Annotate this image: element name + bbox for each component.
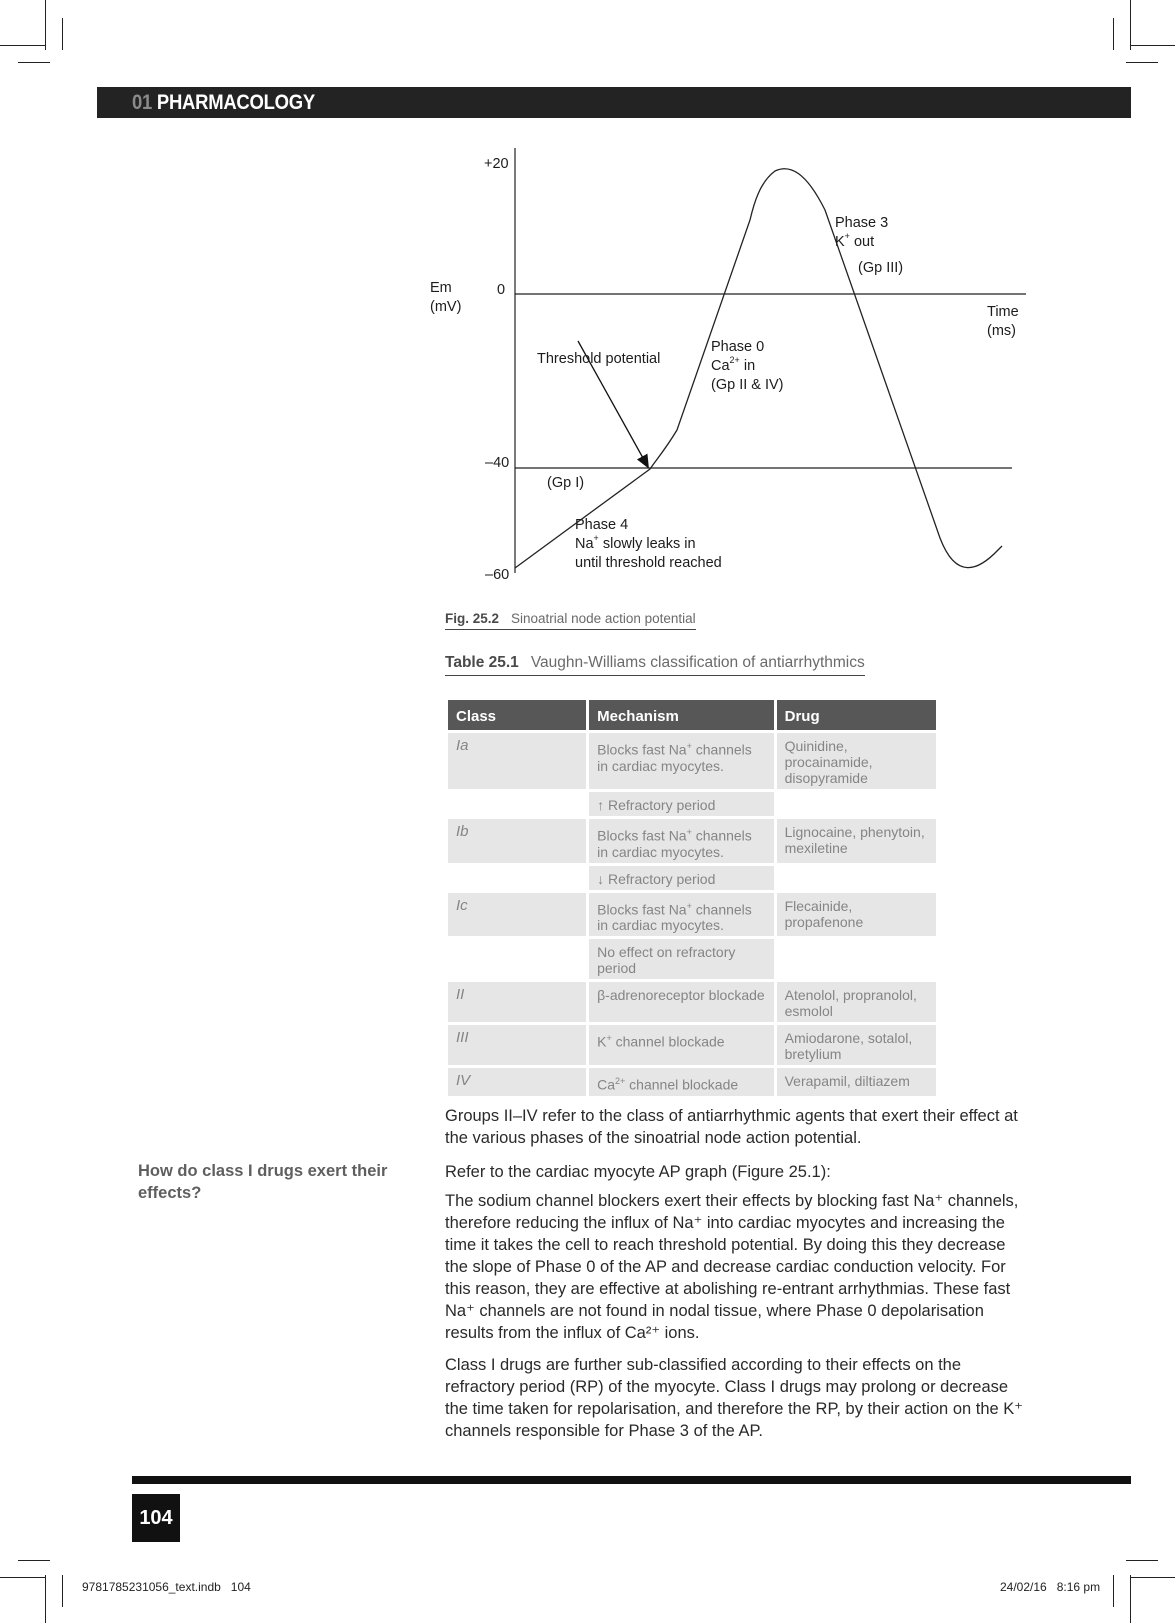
paragraph-sodium-blockers: The sodium channel blockers exert their effects by blocking fast Na⁺ channels, therefore reducing the influx of Na⁺ into cardiac myocytes and increasing the time it takes the cell to reach threshold potential. By doing this they decrease the slope of Phase 0 of the AP and decrease cardiac conduction velocity. For this reason, they are effective at abolishing re-entrant arrhythmias. These fast Na⁺ channels are not found in nodal tissue, where Phase 0 depolarisation results from the influx of Ca²⁺ ions. [445,1192,1019,1342]
drug-cell [777,939,936,979]
y-tick-minus40: –40 [485,455,510,471]
table-row [448,819,936,863]
crop-mark [1113,1575,1114,1607]
class-cell: II [448,982,586,1022]
table-row [448,866,936,890]
phase3-group-label: (Gp III) [858,260,904,276]
table-row [448,792,936,816]
drug-cell [777,792,936,816]
drug-cell: Flecainide, propafenone [777,893,936,937]
phase0-label: Phase 0 $Ca^{2+}$ in (Gp II & IV) [711,339,784,393]
crop-mark [1126,62,1158,63]
crop-mark [1130,1577,1175,1578]
figure-caption-label: Fig. 25.2 [445,611,500,626]
crop-mark [62,1575,63,1607]
phase4-group-label: (Gp I) [547,475,585,491]
figure-caption-text: Sinoatrial node action potential [511,611,696,626]
page-number: 104 [132,1494,180,1542]
drug-cell: Quinidine, procainamide, disopyramide [777,733,936,789]
drug-cell [777,866,936,890]
chapter-title [132,88,315,118]
mechanism-cell: Blocks fast Na+ channels in cardiac myocytes. [589,893,774,937]
side-question: How do class I drugs exert their effects? [138,1162,388,1202]
table-caption-label: Table 25.1 [445,654,519,671]
class-cell [448,866,586,890]
crop-mark [62,18,63,50]
paragraph-refer: Refer to the cardiac myocyte AP graph (Figure 25.1): [445,1163,831,1181]
class-cell: Ib [448,819,586,863]
x-axis-label: Time (ms) [987,304,1019,339]
table-row [448,893,936,937]
drug-cell: Verapamil, diltiazem [777,1068,936,1096]
crop-mark [0,45,46,46]
mechanism-cell: Blocks fast Na+ channels in cardiac myocytes. [589,819,774,863]
footer-rule [132,1476,1131,1484]
crop-mark [1126,1560,1158,1561]
crop-mark [45,0,46,50]
crop-mark [18,1560,50,1561]
table-row [448,733,936,789]
class-cell: Ia [448,733,586,789]
slug-date: 24/02/16 8:16 pm [1000,1580,1101,1594]
class-cell: Ic [448,893,586,937]
drug-cell: Atenolol, propranolol, esmolol [777,982,936,1022]
mechanism-cell: No effect on refractory period [589,939,774,979]
y-tick-minus60: –60 [485,567,510,583]
column-header-class: Class [448,700,586,730]
column-header-drug: Drug [777,700,936,730]
mechanism-cell: β-adrenoreceptor blockade [589,982,774,1022]
paragraph-subclassification: Class I drugs are further sub-classified according to their effects on the refractory period (RP) of the myocyte. Class I drugs may prolong or decrease the time taken for repolarisation, and therefore the RP, by their action on the K⁺ channels responsible for Phase 3 of the AP. [445,1356,1023,1440]
drug-cell: Lignocaine, phenytoin, mexiletine [777,819,936,863]
slug-file: 9781785231056_text.indb 104 [82,1580,251,1594]
class-cell [448,792,586,816]
table-row [448,982,936,1022]
phase4-label: Phase 4 Na+ slowly leaks in until threshold reached [575,517,722,571]
threshold-potential-label: Threshold potential [537,351,661,367]
crop-mark [0,1577,46,1578]
column-header-mechanism: Mechanism [589,700,774,730]
mechanism-cell: ↓ Refractory period [589,866,774,890]
table-caption [445,654,865,676]
table-row [448,1025,936,1065]
class-cell: III [448,1025,586,1065]
table-row [448,1068,936,1096]
crop-mark [45,1575,46,1623]
action-potential-figure [430,148,1030,598]
y-tick-plus20: +20 [484,156,509,172]
mechanism-cell: K+ channel blockade [589,1025,774,1065]
mechanism-cell: $Ca^{2+}$ channel blockade [589,1068,774,1096]
crop-mark [1130,0,1131,50]
paragraph-groups: Groups II–IV refer to the class of antiarrhythmic agents that exert their effect at the various phases of the sinoatrial node action potential. [445,1107,1018,1147]
class-cell: IV [448,1068,586,1096]
drug-cell: Amiodarone, sotalol, bretylium [777,1025,936,1065]
crop-mark [1130,1575,1131,1623]
antiarrhythmic-classification-table [445,697,939,1099]
chapter-number: 01 [132,91,153,114]
mechanism-cell: Blocks fast Na+ channels in cardiac myocytes. [589,733,774,789]
mechanism-cell: ↑ Refractory period [589,792,774,816]
crop-mark [18,62,50,63]
figure-caption [445,611,696,630]
y-tick-0: 0 [497,282,506,298]
table-caption-text: Vaughn-Williams classification of antiarrhythmics [530,654,865,671]
crop-mark [1113,18,1114,50]
class-cell [448,939,586,979]
phase3-label: Phase 3 K+ out [835,215,889,250]
table-header-row [448,700,936,730]
chapter-name: PHARMACOLOGY [156,91,315,114]
crop-mark [1130,45,1175,46]
y-axis-label: Em (mV) [430,280,462,315]
table-row [448,939,936,979]
